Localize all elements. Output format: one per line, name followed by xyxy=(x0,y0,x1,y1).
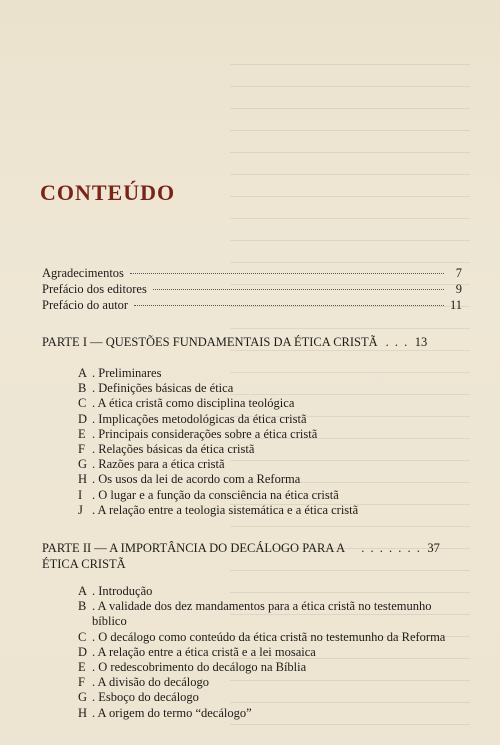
list-item xyxy=(78,457,478,472)
item-letter: A xyxy=(78,366,88,380)
item-letter: H xyxy=(78,705,88,720)
toc-entry-page: 11 xyxy=(449,298,462,312)
item-text: . O decálogo como conteúdo da ética cristã no testemunho da Reforma xyxy=(92,629,446,644)
item-text: . Esboço do decálogo xyxy=(92,690,199,705)
item-letter: E xyxy=(78,426,86,441)
item-text: . Os usos da lei de acordo com a Reforma xyxy=(92,472,301,487)
part-2-sections xyxy=(78,584,478,721)
item-text: . O lugar e a função da consciência na ética cristã xyxy=(92,487,339,502)
list-item xyxy=(78,503,478,518)
toc-entry-page: 7 xyxy=(455,266,462,280)
part-2-heading xyxy=(42,540,462,572)
item-text: . A divisão do decálogo xyxy=(92,675,209,690)
dot-leader: . . . . . . . xyxy=(361,541,422,555)
list-item xyxy=(78,675,478,690)
part-1-heading xyxy=(42,334,462,350)
list-item xyxy=(78,690,478,705)
part-heading-text-continued: ÉTICA CRISTÃ xyxy=(42,557,126,571)
toc-entry xyxy=(42,282,462,298)
item-letter: F xyxy=(78,675,85,690)
item-letter: H xyxy=(78,472,88,487)
list-item xyxy=(78,412,478,427)
item-text: . A relação entre a ética cristã e a lei mosaica xyxy=(92,644,316,659)
toc-entry-label: Agradecimentos xyxy=(42,266,124,280)
item-letter: I xyxy=(78,487,83,502)
item-letter: G xyxy=(78,690,88,705)
item-text: bíblico xyxy=(92,614,127,629)
part-page: 13 xyxy=(414,335,428,349)
toc-entry xyxy=(42,298,462,314)
toc-entry-label: Prefácio dos editores xyxy=(42,282,147,296)
item-text: . A origem do termo “decálogo” xyxy=(92,705,252,720)
part-heading-text: PARTE II — A IMPORTÂNCIA DO DECÁLOGO PARA A xyxy=(42,541,346,555)
list-item xyxy=(78,488,478,503)
list-item xyxy=(78,706,478,721)
item-letter: B xyxy=(78,381,87,396)
item-text: . Implicações metodológicas da ética cristã xyxy=(92,411,307,426)
list-item xyxy=(78,630,478,645)
part-heading-line xyxy=(42,540,462,556)
item-text: . A relação entre a teologia sistemática e a ética cristã xyxy=(92,502,359,517)
item-letter: J xyxy=(78,502,83,517)
toc-entry xyxy=(42,266,462,282)
list-item xyxy=(78,660,478,675)
item-letter: E xyxy=(78,660,86,675)
item-text: . Principais considerações sobre a ética cristã xyxy=(92,426,318,441)
item-letter: D xyxy=(78,644,88,659)
part-heading-text: PARTE I — QUESTÕES FUNDAMENTAIS DA ÉTICA CRISTÃ xyxy=(42,335,378,349)
item-text: . O redescobrimento do decálogo na Bíblia xyxy=(92,660,307,675)
item-letter: D xyxy=(78,411,88,426)
item-letter: B xyxy=(78,599,87,614)
toc-entry-page: 9 xyxy=(455,282,462,296)
item-text: . Relações básicas da ética cristã xyxy=(92,442,255,457)
list-item xyxy=(78,584,478,599)
item-letter: G xyxy=(78,457,88,472)
item-letter xyxy=(78,614,92,629)
part-page: 37 xyxy=(427,541,440,555)
list-item xyxy=(78,599,478,614)
page-title: CONTEÚDO xyxy=(40,180,176,205)
list-item xyxy=(78,396,478,411)
list-item-continued xyxy=(78,614,478,629)
part-1-sections xyxy=(78,366,478,518)
dot-leader: . . . xyxy=(385,335,409,349)
list-item xyxy=(78,442,478,457)
dot-leader xyxy=(130,273,444,274)
list-item xyxy=(78,472,478,487)
item-text: . A validade dos dez mandamentos para a ética cristã no testemunho xyxy=(92,599,432,614)
item-text: . Definições básicas de ética xyxy=(92,381,234,396)
item-text: . Razões para a ética cristã xyxy=(92,457,225,472)
item-text: . Introdução xyxy=(92,584,153,598)
list-item xyxy=(78,645,478,660)
item-text: . Preliminares xyxy=(92,366,162,380)
front-matter-list xyxy=(42,266,462,314)
dot-leader xyxy=(153,289,444,290)
item-letter: C xyxy=(78,629,87,644)
list-item xyxy=(78,381,478,396)
dot-leader xyxy=(134,305,444,306)
item-text: . A ética cristã como disciplina teológica xyxy=(92,396,295,411)
list-item xyxy=(78,427,478,442)
item-letter: A xyxy=(78,584,88,598)
item-letter: F xyxy=(78,442,85,457)
toc-entry-label: Prefácio do autor xyxy=(42,298,129,312)
item-letter: C xyxy=(78,396,87,411)
list-item xyxy=(78,366,478,381)
